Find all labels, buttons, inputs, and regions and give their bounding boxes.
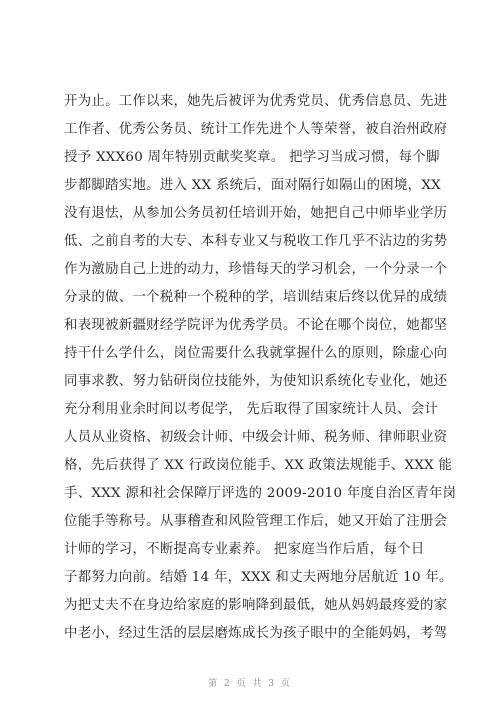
text-line: 中老小，经过生活的层层磨炼成长为孩子眼中的全能妈妈，考驾 xyxy=(64,626,448,641)
text-line: 子都努力向前。结婚 14 年，XXX 和丈夫两地分居航近 10 年。 xyxy=(64,570,453,585)
text-line: 格，先后获得了 XX 行政岗位能手、XX 政策法规能手、XXX 能 xyxy=(64,458,453,473)
text-line: 分录的做、一个税种一个税种的学，培训结束后终以优异的成绩 xyxy=(64,290,448,305)
text-line: 低、之前自考的大专、本科专业又与税收工作几乎不沾边的劣势 xyxy=(64,234,448,249)
text-line: 位能手等称号。从事稽查和风险管理工作后，她又开始了注册会 xyxy=(64,514,448,529)
text-line: 计师的学习，不断提高专业素养。 把家庭当作后盾，每个日 xyxy=(64,542,425,557)
text-line: 步都脚踏实地。进入 XX 系统后，面对隔行如隔山的困境，XX xyxy=(64,178,442,193)
text-line: 作为激励自己上进的动力，珍惜每天的学习机会，一个分录一个 xyxy=(64,262,448,277)
text-line: 充分利用业余时间以考促学， 先后取得了国家统计人员、会计 xyxy=(64,402,439,417)
text-line: 持干什么学什么，岗位需要什么我就掌握什么的原则，除虚心向 xyxy=(64,346,448,361)
text-line: 工作者、优秀公务员、统计工作先进个人等荣誉，被自治州政府 xyxy=(64,122,448,137)
text-line: 手、XXX 源和社会保障厅评选的 2009-2010 年度自治区青年岗 xyxy=(64,486,457,501)
text-line: 为把丈夫不在身边给家庭的影响降到最低，她从妈妈最疼爱的家 xyxy=(64,598,448,613)
text-line: 和表现被新疆财经学院评为优秀学员。不论在哪个岗位，她都坚 xyxy=(64,318,448,333)
text-line: 授予 XXX60 周年特别贡献奖奖章。 把学习当成习惯，每个脚 xyxy=(64,150,440,165)
text-line: 人员从业资格、初级会计师、中级会计师、税务师、律师职业资 xyxy=(64,430,448,445)
text-line: 没有退怯，从参加公务员初任培训开始，她把自己中师毕业学历 xyxy=(64,206,448,221)
text-line: 同事求教、努力钻研岗位技能外，为使知识系统化专业化，她还 xyxy=(64,374,448,389)
page-footer: 第 2 页 共 3 页 xyxy=(208,679,292,689)
text-line: 开为止。工作以来，她先后被评为优秀党员、优秀信息员、先进 xyxy=(64,94,448,109)
body-text xyxy=(64,88,457,648)
